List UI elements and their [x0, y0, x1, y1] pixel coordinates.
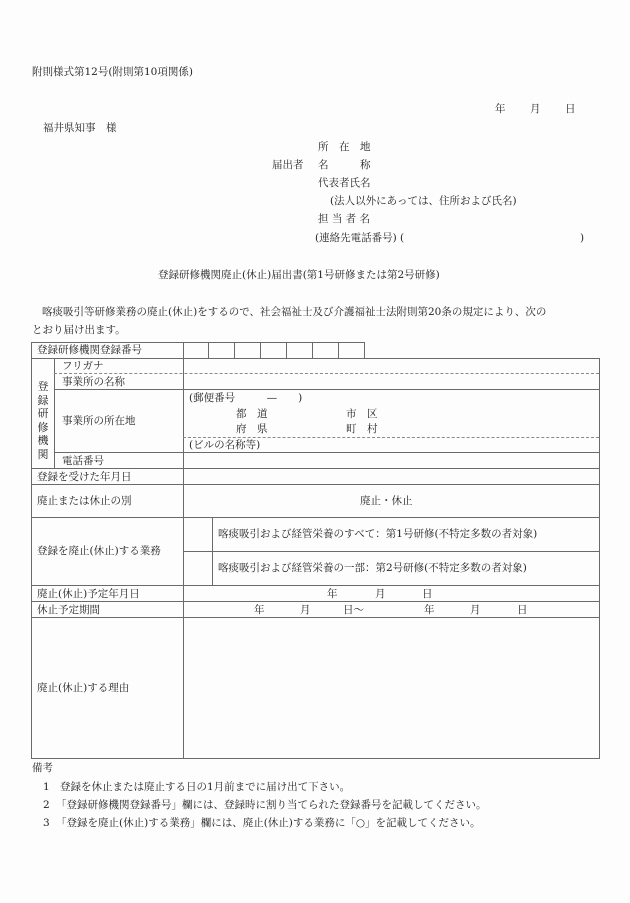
- business-option-1-mark[interactable]: [184, 518, 212, 551]
- applicant-address-label: 所 在 地: [318, 141, 371, 153]
- reg-number-box[interactable]: [313, 343, 338, 358]
- type-value[interactable]: 廃止・休止: [360, 495, 413, 507]
- business-label: 登録を廃止(休止)する業務: [37, 545, 161, 557]
- reason-label: 廃止(休止)する理由: [37, 682, 130, 694]
- office-address-label: 事業所の所在地: [62, 415, 136, 427]
- furigana-field[interactable]: [184, 359, 599, 373]
- period-to-month: 月: [470, 604, 481, 616]
- phone-label: 電話番号: [62, 455, 104, 467]
- planned-date-year: 年: [327, 588, 338, 600]
- furigana-label: フリガナ: [62, 360, 104, 372]
- business-option-2: 喀痰吸引および経管栄養の一部：第2号研修(不特定多数の者対象): [218, 562, 527, 574]
- period-to-day: 日: [517, 604, 528, 616]
- institution-group-label: 登録研修機関: [37, 380, 49, 461]
- period-from-day: 日〜: [343, 604, 364, 616]
- city-bottom: 町 村: [346, 423, 378, 435]
- planned-date-day: 日: [422, 588, 433, 600]
- contact-person-label: 担 当 者 名: [318, 213, 371, 225]
- business-option-2-mark[interactable]: [184, 552, 212, 585]
- notes-heading: 備考: [32, 762, 53, 774]
- addressee: 福井県知事 様: [43, 122, 117, 134]
- reg-number-box[interactable]: [339, 343, 364, 358]
- intro-line-1: 喀痰吸引等研修業務の廃止(休止)をするので、社会福祉士及び介護福祉士法附則第20条の規定により、次の: [42, 306, 547, 318]
- note-number: 3: [43, 817, 50, 829]
- representative-note: (法人以外にあっては、住所および氏名): [330, 195, 517, 207]
- period-from-month: 月: [300, 604, 311, 616]
- note-number: 1: [43, 781, 50, 793]
- office-name-label: 事業所の名称: [62, 376, 125, 388]
- note-text: 「登録研修機関登録番号」欄には、登録時に割り当てられた登録番号を記載してください。: [56, 799, 487, 811]
- prefecture-bottom: 府 県: [236, 423, 268, 435]
- reason-field[interactable]: [184, 618, 599, 758]
- suspension-period-label: 休止予定期間: [37, 604, 100, 616]
- contact-phone-close: ): [580, 232, 585, 244]
- office-name-field[interactable]: [184, 374, 599, 389]
- reg-number-label: 登録研修機関登録番号: [37, 344, 142, 356]
- type-label: 廃止または休止の別: [37, 495, 132, 507]
- note-text: 「登録を廃止(休止)する業務」欄には、廃止(休止)する業務に「○」を記載してください。: [56, 817, 481, 829]
- date-month: 月: [530, 103, 541, 115]
- registered-date-label: 登録を受けた年月日: [37, 471, 132, 483]
- planned-date-month: 月: [375, 588, 386, 600]
- reg-number-box[interactable]: [261, 343, 286, 358]
- form-reference: 附則様式第12号(附則第10項関係): [32, 66, 193, 78]
- phone-field[interactable]: [184, 453, 599, 468]
- prefecture-top: 都 道: [236, 408, 268, 420]
- document-title: 登録研修機関廃止(休止)届出書(第1号研修または第2号研修): [158, 269, 440, 281]
- reg-number-box[interactable]: [184, 343, 208, 358]
- date-year: 年: [495, 103, 506, 115]
- note-number: 2: [43, 799, 50, 811]
- period-to-year: 年: [424, 604, 435, 616]
- business-option-1: 喀痰吸引および経管栄養のすべて：第1号研修(不特定多数の者対象): [218, 528, 538, 540]
- building-label: (ビルの名称等): [189, 439, 261, 451]
- applicant-label: 届出者: [272, 159, 304, 171]
- period-from-year: 年: [254, 604, 265, 616]
- intro-line-2: とおり届け出ます。: [32, 324, 126, 336]
- contact-phone-label: (連絡先電話番号) (: [315, 232, 405, 244]
- postal-code-label: (郵便番号 — ): [189, 392, 303, 404]
- city-top: 市 区: [346, 408, 378, 420]
- reg-number-box[interactable]: [235, 343, 260, 358]
- planned-date-label: 廃止(休止)予定年月日: [37, 588, 140, 600]
- representative-label: 代表者氏名: [318, 177, 371, 189]
- applicant-name-label: 名 称: [318, 159, 371, 171]
- note-text: 登録を休止または廃止する日の1月前までに届け出て下さい。: [60, 781, 351, 793]
- date-day: 日: [565, 103, 576, 115]
- reg-number-box[interactable]: [209, 343, 234, 358]
- reg-number-box[interactable]: [287, 343, 312, 358]
- registered-date-field[interactable]: [184, 469, 599, 484]
